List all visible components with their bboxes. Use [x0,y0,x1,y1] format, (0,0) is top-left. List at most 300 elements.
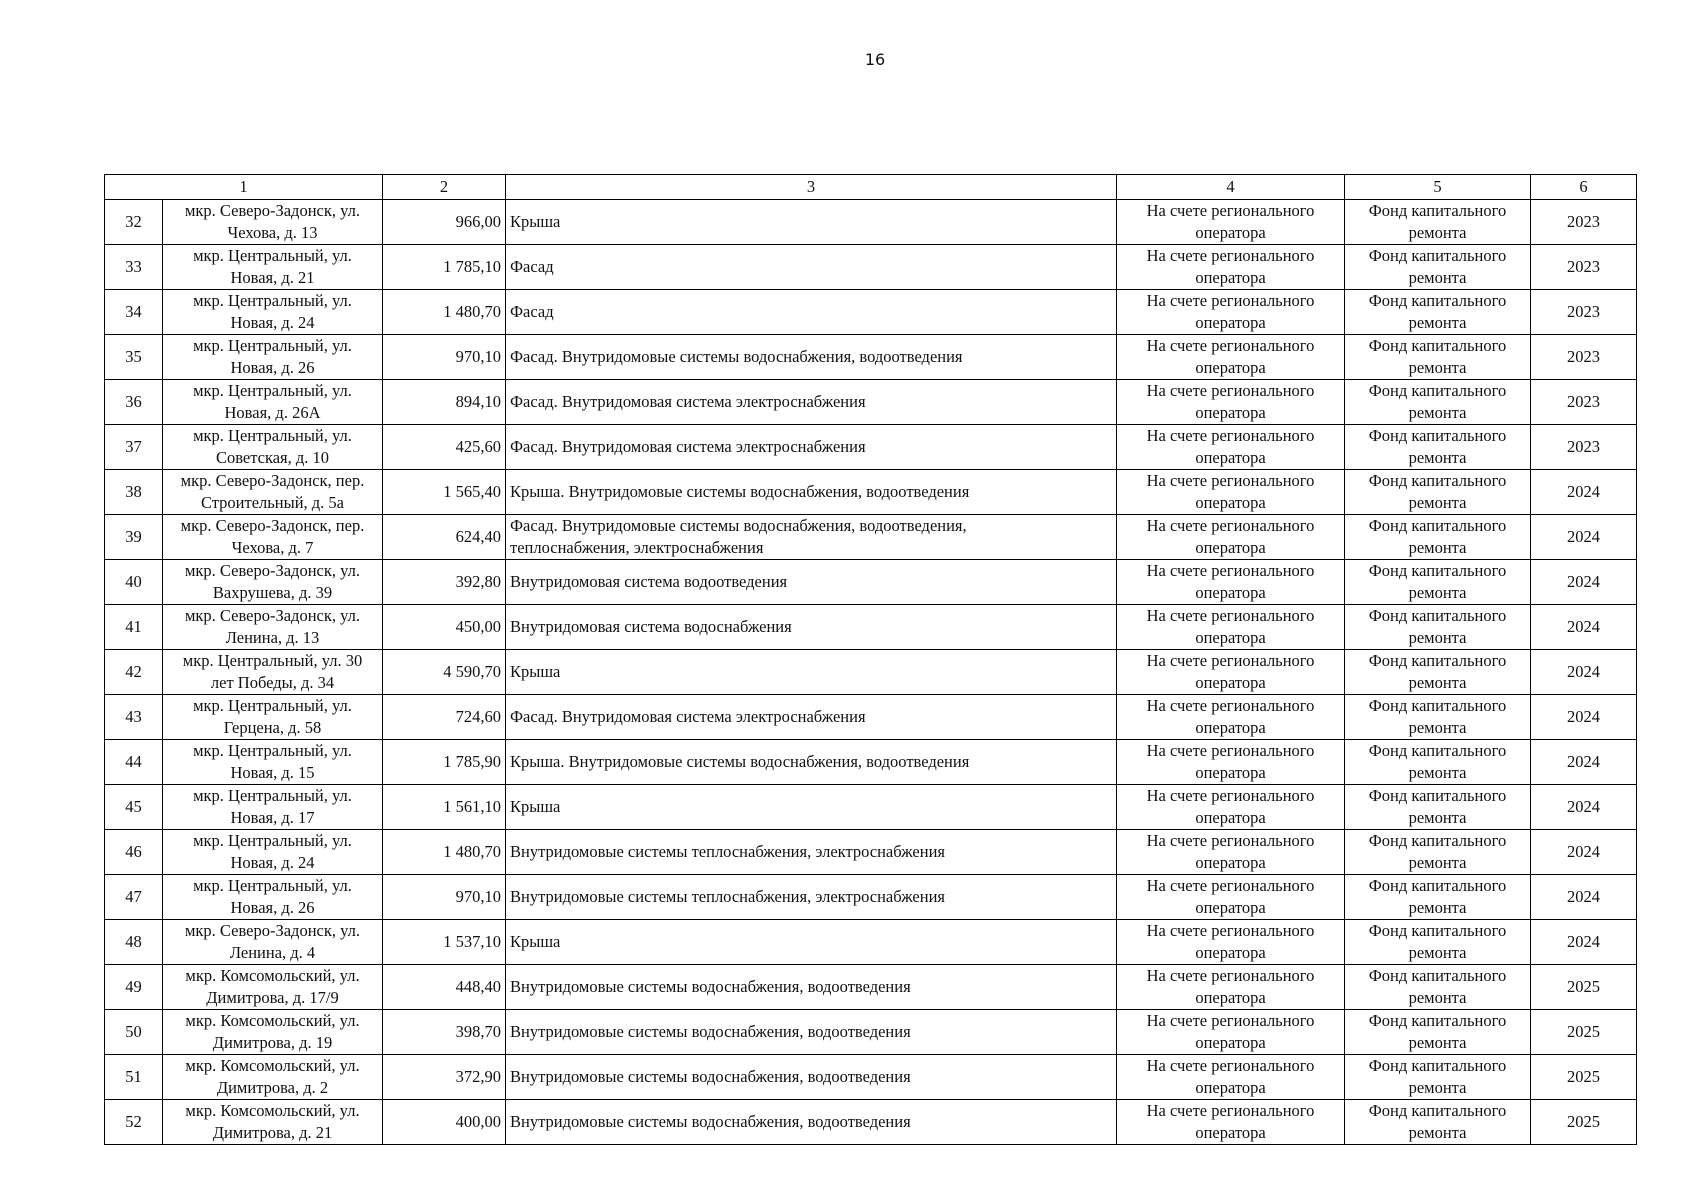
work-cell [506,740,1117,785]
account-line2: оператора [1195,763,1266,782]
funding-line2: ремонта [1408,313,1467,332]
work-description: Внутридомовые системы водоснабжения, водоотведения [510,1112,911,1131]
area-cell: 1 785,10 [383,245,506,290]
account-line2: оператора [1195,718,1266,737]
account-cell [1117,335,1345,380]
funding-line1: Фонд капитального [1368,1056,1507,1075]
work-cell [506,1055,1117,1100]
address-cell [163,200,383,245]
area-cell: 372,90 [383,1055,506,1100]
account-cell [1117,290,1345,335]
address-line1: мкр. Центральный, ул. [193,831,352,850]
work-cell [506,290,1117,335]
address-cell [163,740,383,785]
address-line2: Новая, д. 15 [230,763,315,782]
address-line2: Новая, д. 26 [230,898,315,917]
table-row [105,425,1637,470]
table-row [105,965,1637,1010]
account-line1: На счете регионального [1146,921,1315,940]
account-cell [1117,695,1345,740]
account-line1: На счете регионального [1146,516,1315,535]
table-row [105,200,1637,245]
funding-source-cell [1345,920,1531,965]
year-cell: 2024 [1531,470,1637,515]
account-line2: оператора [1195,313,1266,332]
repair-schedule-table [104,174,1637,1145]
year-cell: 2024 [1531,785,1637,830]
account-line1: На счете регионального [1146,1056,1315,1075]
address-cell [163,1100,383,1145]
funding-line2: ремонта [1408,268,1467,287]
work-cell [506,605,1117,650]
funding-line2: ремонта [1408,1033,1467,1052]
account-line2: оператора [1195,268,1266,287]
account-line2: оператора [1195,358,1266,377]
account-line1: На счете регионального [1146,651,1315,670]
row-number: 35 [105,335,163,380]
funding-line2: ремонта [1408,583,1467,602]
address-cell [163,425,383,470]
work-description: Фасад. Внутридомовая система электроснабжения [510,392,866,411]
funding-line1: Фонд капитального [1368,1101,1507,1120]
address-cell [163,830,383,875]
funding-line2: ремонта [1408,628,1467,647]
account-line1: На счете регионального [1146,426,1315,445]
funding-source-cell [1345,740,1531,785]
work-cell [506,695,1117,740]
address-cell [163,1010,383,1055]
address-line2: Новая, д. 21 [230,268,315,287]
address-line2: Новая, д. 17 [230,808,315,827]
funding-source-cell [1345,560,1531,605]
address-line1: мкр. Центральный, ул. [193,696,352,715]
year-cell: 2024 [1531,875,1637,920]
work-description: Внутридомовые системы теплоснабжения, электроснабжения [510,842,945,861]
table-row [105,830,1637,875]
account-line1: На счете регионального [1146,1011,1315,1030]
address-line2: Советская, д. 10 [215,448,330,467]
header-cell-5: 5 [1345,175,1531,200]
table-row [105,875,1637,920]
address-line1: мкр. Северо-Задонск, ул. [184,921,361,940]
funding-source-cell [1345,1055,1531,1100]
funding-source-cell [1345,335,1531,380]
year-cell: 2025 [1531,965,1637,1010]
address-cell [163,515,383,560]
address-cell [163,965,383,1010]
year-cell: 2025 [1531,1010,1637,1055]
header-cell-1: 1 [105,175,383,200]
account-line1: На счете регионального [1146,606,1315,625]
work-description: Внутридомовые системы водоснабжения, водоотведения [510,977,911,996]
address-line1: мкр. Центральный, ул. [193,426,352,445]
funding-source-cell [1345,695,1531,740]
work-cell [506,200,1117,245]
account-cell [1117,380,1345,425]
funding-line1: Фонд капитального [1368,786,1507,805]
account-cell [1117,200,1345,245]
year-cell: 2024 [1531,515,1637,560]
account-line1: На счете регионального [1146,246,1315,265]
account-cell [1117,515,1345,560]
table-row [105,1100,1637,1145]
work-description: Крыша. Внутридомовые системы водоснабжения, водоотведения [510,752,970,771]
funding-line2: ремонта [1408,448,1467,467]
account-line1: На счете регионального [1146,336,1315,355]
area-cell: 894,10 [383,380,506,425]
work-cell [506,470,1117,515]
area-cell: 448,40 [383,965,506,1010]
header-cell-3: 3 [506,175,1117,200]
funding-line2: ремонта [1408,718,1467,737]
account-line1: На счете регионального [1146,786,1315,805]
funding-line1: Фонд капитального [1368,696,1507,715]
account-cell [1117,875,1345,920]
table-row [105,695,1637,740]
row-number: 45 [105,785,163,830]
row-number: 36 [105,380,163,425]
address-line2: Димитрова, д. 2 [216,1078,329,1097]
work-description: Внутридомовые системы теплоснабжения, электроснабжения [510,887,945,906]
work-cell [506,920,1117,965]
row-number: 51 [105,1055,163,1100]
funding-line2: ремонта [1408,853,1467,872]
account-line2: оператора [1195,223,1266,242]
work-description: Крыша [510,662,561,681]
work-cell [506,875,1117,920]
account-line1: На счете регионального [1146,966,1315,985]
row-number: 43 [105,695,163,740]
table-row [105,290,1637,335]
work-cell [506,245,1117,290]
address-line1: мкр. Центральный, ул. [193,786,352,805]
funding-line1: Фонд капитального [1368,831,1507,850]
account-line2: оператора [1195,1123,1266,1142]
row-number: 39 [105,515,163,560]
funding-line2: ремонта [1408,403,1467,422]
year-cell: 2025 [1531,1100,1637,1145]
account-line2: оператора [1195,673,1266,692]
address-line1: мкр. Центральный, ул. [193,381,352,400]
year-cell: 2023 [1531,380,1637,425]
header-cell-2: 2 [383,175,506,200]
work-description-line2: теплоснабжения, электроснабжения [510,538,764,557]
funding-line1: Фонд капитального [1368,606,1507,625]
address-line1: мкр. Центральный, ул. [193,246,352,265]
row-number: 34 [105,290,163,335]
table-row [105,515,1637,560]
area-cell: 400,00 [383,1100,506,1145]
address-line1: мкр. Комсомольский, ул. [185,966,360,985]
funding-line2: ремонта [1408,673,1467,692]
funding-line2: ремонта [1408,763,1467,782]
account-line1: На счете регионального [1146,876,1315,895]
page-number: 16 [864,50,886,69]
account-line2: оператора [1195,403,1266,422]
funding-line2: ремонта [1408,1078,1467,1097]
year-cell: 2023 [1531,200,1637,245]
address-line2: Димитрова, д. 19 [212,1033,333,1052]
account-cell [1117,560,1345,605]
account-line1: На счете регионального [1146,201,1315,220]
funding-line2: ремонта [1408,943,1467,962]
table-row [105,335,1637,380]
area-cell: 392,80 [383,560,506,605]
row-number: 33 [105,245,163,290]
header-row [105,175,1637,200]
area-cell: 1 785,90 [383,740,506,785]
work-description: Внутридомовые системы водоснабжения, водоотведения [510,1067,911,1086]
funding-line2: ремонта [1408,538,1467,557]
address-line1: мкр. Центральный, ул. [193,876,352,895]
work-description: Фасад. Внутридомовые системы водоснабжения, водоотведения [510,347,963,366]
work-description: Фасад. Внутридомовая система электроснабжения [510,707,866,726]
address-cell [163,920,383,965]
account-line2: оператора [1195,628,1266,647]
table-row [105,1010,1637,1055]
table-row [105,605,1637,650]
account-line1: На счете регионального [1146,831,1315,850]
address-line2: Димитрова, д. 17/9 [206,988,339,1007]
address-line2: Чехова, д. 13 [227,223,318,242]
row-number: 52 [105,1100,163,1145]
address-line1: мкр. Северо-Задонск, ул. [184,561,361,580]
work-cell [506,650,1117,695]
address-line2: Ленина, д. 13 [225,628,320,647]
account-cell [1117,1010,1345,1055]
account-line1: На счете регионального [1146,291,1315,310]
account-cell [1117,605,1345,650]
address-line2: Вахрушева, д. 39 [212,583,333,602]
address-cell [163,875,383,920]
funding-line2: ремонта [1408,223,1467,242]
address-cell [163,560,383,605]
table-row [105,650,1637,695]
funding-source-cell [1345,200,1531,245]
work-description: Внутридомовые системы водоснабжения, водоотведения [510,1022,911,1041]
work-cell [506,1100,1117,1145]
funding-source-cell [1345,965,1531,1010]
address-line2: Новая, д. 26А [224,403,321,422]
table-row [105,560,1637,605]
table-row [105,380,1637,425]
address-cell [163,785,383,830]
address-cell [163,695,383,740]
funding-source-cell [1345,605,1531,650]
year-cell: 2023 [1531,245,1637,290]
area-cell: 1 480,70 [383,830,506,875]
row-number: 38 [105,470,163,515]
address-cell [163,470,383,515]
area-cell: 1 565,40 [383,470,506,515]
work-description: Крыша [510,212,561,231]
funding-source-cell [1345,290,1531,335]
row-number: 40 [105,560,163,605]
area-cell: 425,60 [383,425,506,470]
address-cell [163,245,383,290]
funding-line2: ремонта [1408,988,1467,1007]
address-line2: Новая, д. 24 [230,313,315,332]
row-number: 42 [105,650,163,695]
work-cell [506,830,1117,875]
address-line1: мкр. Северо-Задонск, ул. [184,201,361,220]
year-cell: 2024 [1531,830,1637,875]
address-cell [163,290,383,335]
year-cell: 2024 [1531,605,1637,650]
account-line1: На счете регионального [1146,471,1315,490]
account-cell [1117,1055,1345,1100]
funding-source-cell [1345,1010,1531,1055]
work-description: Фасад [510,302,554,321]
area-cell: 1 561,10 [383,785,506,830]
row-number: 46 [105,830,163,875]
funding-line2: ремонта [1408,1123,1467,1142]
area-cell: 1 537,10 [383,920,506,965]
funding-line1: Фонд капитального [1368,336,1507,355]
account-line2: оператора [1195,583,1266,602]
account-line2: оператора [1195,538,1266,557]
account-cell [1117,830,1345,875]
work-description: Внутридомовая система водоотведения [510,572,788,591]
funding-line1: Фонд капитального [1368,426,1507,445]
funding-line1: Фонд капитального [1368,471,1507,490]
work-cell [506,425,1117,470]
area-cell: 724,60 [383,695,506,740]
table-row [105,920,1637,965]
row-number: 44 [105,740,163,785]
address-cell [163,335,383,380]
funding-source-cell [1345,785,1531,830]
funding-source-cell [1345,830,1531,875]
funding-source-cell [1345,425,1531,470]
year-cell: 2025 [1531,1055,1637,1100]
year-cell: 2023 [1531,425,1637,470]
account-cell [1117,740,1345,785]
area-cell: 970,10 [383,875,506,920]
area-cell: 966,00 [383,200,506,245]
row-number: 48 [105,920,163,965]
funding-line1: Фонд капитального [1368,246,1507,265]
address-line2: Строительный, д. 5а [200,493,345,512]
work-description: Фасад [510,257,554,276]
row-number: 37 [105,425,163,470]
address-cell [163,605,383,650]
account-cell [1117,785,1345,830]
funding-line1: Фонд капитального [1368,291,1507,310]
account-line2: оператора [1195,493,1266,512]
account-line1: На счете регионального [1146,381,1315,400]
row-number: 32 [105,200,163,245]
table-row [105,785,1637,830]
account-line2: оператора [1195,448,1266,467]
address-line1: мкр. Центральный, ул. 30 [182,651,363,670]
account-line2: оператора [1195,1033,1266,1052]
address-line1: мкр. Северо-Задонск, ул. [184,606,361,625]
address-cell [163,1055,383,1100]
year-cell: 2024 [1531,740,1637,785]
funding-line1: Фонд капитального [1368,201,1507,220]
year-cell: 2024 [1531,650,1637,695]
funding-line2: ремонта [1408,898,1467,917]
area-cell: 624,40 [383,515,506,560]
year-cell: 2024 [1531,920,1637,965]
account-line2: оператора [1195,943,1266,962]
funding-line1: Фонд капитального [1368,561,1507,580]
work-description: Крыша [510,932,561,951]
funding-line1: Фонд капитального [1368,876,1507,895]
work-cell [506,785,1117,830]
address-line1: мкр. Комсомольский, ул. [185,1056,360,1075]
work-description: Фасад. Внутридомовая система электроснабжения [510,437,866,456]
address-line1: мкр. Комсомольский, ул. [185,1011,360,1030]
year-cell: 2024 [1531,695,1637,740]
work-cell [506,335,1117,380]
account-line2: оператора [1195,898,1266,917]
header-cell-4: 4 [1117,175,1345,200]
address-line1: мкр. Центральный, ул. [193,336,352,355]
address-line1: мкр. Комсомольский, ул. [185,1101,360,1120]
funding-line1: Фонд капитального [1368,651,1507,670]
account-line1: На счете регионального [1146,696,1315,715]
address-line1: мкр. Центральный, ул. [193,291,352,310]
address-cell [163,650,383,695]
address-line2: Новая, д. 26 [230,358,315,377]
account-line1: На счете регионального [1146,741,1315,760]
funding-source-cell [1345,875,1531,920]
work-description: Фасад. Внутридомовые системы водоснабжения, водоотведения, [510,516,967,535]
address-line1: мкр. Северо-Задонск, пер. [180,471,365,490]
row-number: 41 [105,605,163,650]
address-line2: Ленина, д. 4 [229,943,316,962]
funding-line1: Фонд капитального [1368,516,1507,535]
funding-line1: Фонд капитального [1368,966,1507,985]
work-description: Крыша [510,797,561,816]
work-description: Внутридомовая система водоснабжения [510,617,792,636]
funding-line1: Фонд капитального [1368,1011,1507,1030]
funding-line1: Фонд капитального [1368,921,1507,940]
area-cell: 398,70 [383,1010,506,1055]
row-number: 50 [105,1010,163,1055]
header-cell-6: 6 [1531,175,1637,200]
area-cell: 450,00 [383,605,506,650]
funding-line1: Фонд капитального [1368,741,1507,760]
table-row [105,470,1637,515]
address-cell [163,380,383,425]
funding-line2: ремонта [1408,493,1467,512]
area-cell: 1 480,70 [383,290,506,335]
area-cell: 4 590,70 [383,650,506,695]
row-number: 49 [105,965,163,1010]
funding-source-cell [1345,380,1531,425]
account-line2: оператора [1195,1078,1266,1097]
work-cell [506,1010,1117,1055]
work-cell [506,560,1117,605]
row-number: 47 [105,875,163,920]
address-line2: Димитрова, д. 21 [212,1123,333,1142]
funding-source-cell [1345,650,1531,695]
table-row [105,740,1637,785]
funding-line2: ремонта [1408,358,1467,377]
address-line1: мкр. Центральный, ул. [193,741,352,760]
address-line2: Новая, д. 24 [230,853,315,872]
account-cell [1117,920,1345,965]
account-line1: На счете регионального [1146,561,1315,580]
funding-line1: Фонд капитального [1368,381,1507,400]
area-cell: 970,10 [383,335,506,380]
funding-source-cell [1345,515,1531,560]
year-cell: 2023 [1531,290,1637,335]
account-line2: оператора [1195,853,1266,872]
